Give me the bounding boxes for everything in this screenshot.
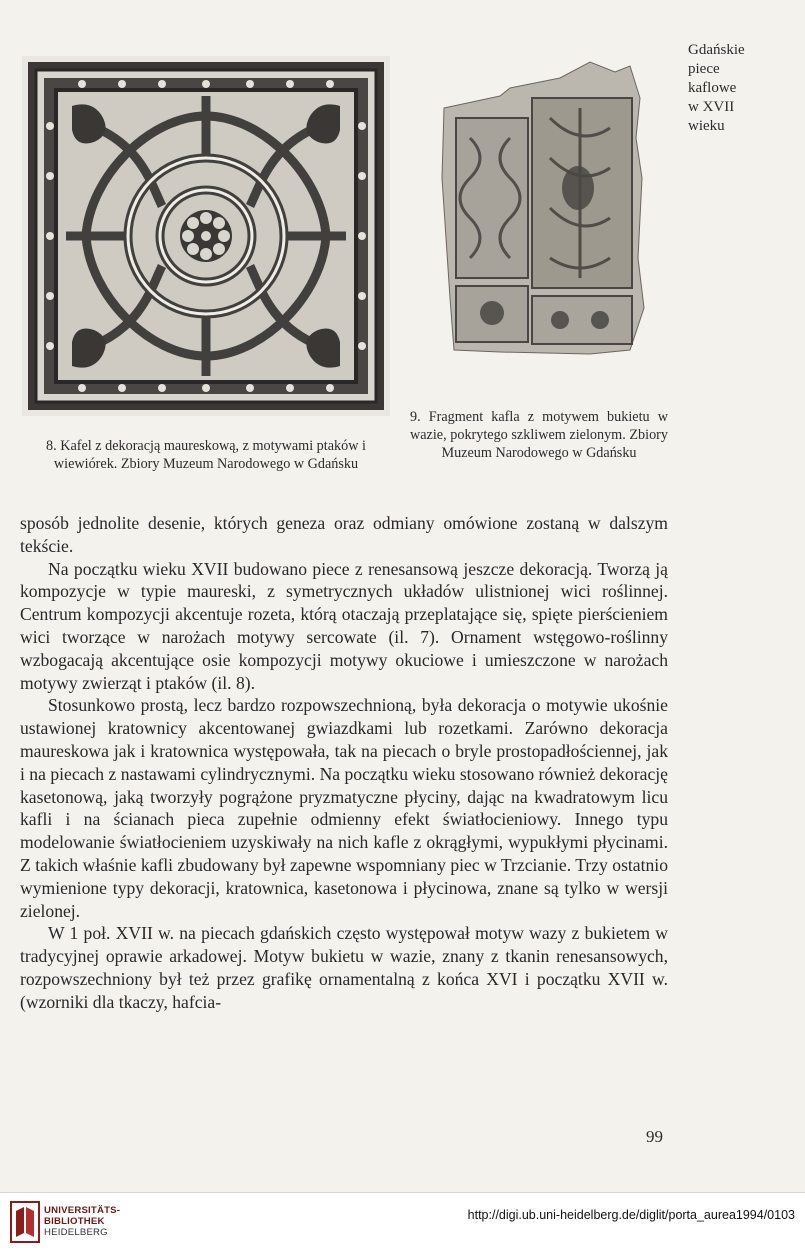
marginal-line: Gdańskie <box>688 42 745 58</box>
page-number: 99 <box>646 1127 663 1146</box>
marginal-line: piece <box>688 61 720 77</box>
logo-line: UNIVERSITÄTS- <box>44 1205 121 1216</box>
marginal-line: w XVII <box>688 99 735 115</box>
source-url[interactable]: http://digi.ub.uni-heidelberg.de/diglit/porta_aurea1994/0103 <box>467 1208 795 1222</box>
figure-9-caption: 9. Fragment kafla z motywem bukietu w wazie, pokrytego szkliwem zielonym. Zbiory Muzeum Narodowego w Gdańsku <box>410 409 668 461</box>
paragraph: Stosunkowo prostą, lecz bardzo rozpowszechnioną, była dekoracja o motywie ukośnie ustawionej kratownicy akcentowanej gwiazdkami lub rozetkami. Zarówno dekoracja maureskowa jak i kratownica występowała, tak na piecach o bryle prostopadłościennej, jak i na piecach z nastawami cylindrycznymi. Na początku wieku stosowano również dekorację kasetonową, jaką tworzyły pogrążone pryzmatyczne płyciny, dając na kwadratowym licu kafli i na ścianach pieca zupełnie odmienny efekt światłocieniowy. Innego typu modelowanie światłocieniem uzyskiwały na nich kafle z okrągłymi, wypukłymi płycinami. Z takich właśnie kafli zbudowany był zapewne wspomniany piec w Trzcianie. Trzy ostatnio wymienione typy dekoracji, kratownica, kasetonowa i płycinowa, znane są tylko w wersji zielonej. <box>20 695 668 921</box>
marginal-line: kaflowe <box>688 80 737 96</box>
paragraph: Na początku wieku XVII budowano piece z renesansową jeszcze dekoracją. Tworzą ją kompozycje w typie maureski, z symetrycznych układów ulistnionej wici roślinnej. Centrum kompozycji akcentuje rozeta, którą otaczają przeplatające się, spięte pierścieniem wici tworzące w narożach motywy sercowate (il. 7). Ornament wstęgowo-roślinny wzbogacają akcentujące osie kompozycji motywy okuciowe i umieszczone w narożach motywy zwierząt i ptaków (il. 8). <box>20 558 668 693</box>
body-text <box>20 512 668 1014</box>
logo-line: HEIDELBERG <box>44 1227 108 1238</box>
logo-line: BIBLIOTHEK <box>44 1216 105 1227</box>
library-logo-icon <box>10 1201 40 1243</box>
marginal-note <box>688 41 798 136</box>
figure-8-tile-image <box>22 56 390 416</box>
library-logo-text <box>44 1205 120 1238</box>
figure-9-fragment-image <box>440 58 646 358</box>
figure-8-caption: 8. Kafel z dekoracją maureskową, z motywami ptaków i wiewiórek. Zbiory Muzeum Narodowego w Gdańsku <box>46 438 366 472</box>
viewer-footer <box>0 1192 805 1251</box>
paragraph: W 1 poł. XVII w. na piecach gdańskich często występował motyw wazy z bukietem w tradycyjnej oprawie arkadowej. Motyw bukietu w wazie, znany z tkanin renesansowych, rozpowszechniony był też przez grafikę ornamentalną z końca XVI i początku XVII w. (wzorniki dla tkaczy, hafcia- <box>20 923 668 1012</box>
paragraph: sposób jednolite desenie, których geneza oraz odmiany omówione zostaną w dalszym tekście. <box>20 513 668 556</box>
marginal-line: wieku <box>688 118 725 134</box>
